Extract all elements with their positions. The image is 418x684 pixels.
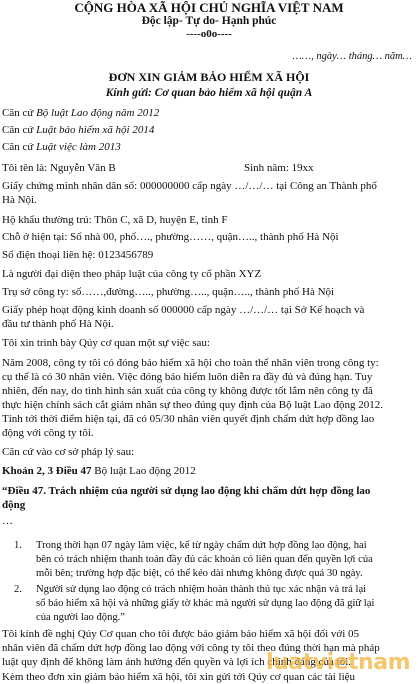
story-line-6: động với công ty tôi. (2, 427, 94, 439)
story-line-5: Tính tới thời điểm hiện tại, đã có 05/30 nhân viên quyết định chấm dứt hợp đồng lao (2, 413, 375, 425)
item-2-line-2: sổ bảo hiểm xã hội và những giấy tờ khác mà người sử dụng lao động đã giữ lại (36, 598, 375, 609)
ellipsis: … (2, 515, 13, 527)
story-line-3: nhiên, đến nay, do tình hình sản xuất của công ty không được tốt lắm nên công ty đã (2, 385, 373, 397)
representative-line: Là người đại diện theo pháp luật của công ty cổ phần XYZ (2, 268, 262, 280)
birth-line: Sinh năm: 19xx (244, 162, 314, 174)
present-line: Tôi xin trình bày Qúy cơ quan một sự việc sau: (2, 337, 210, 349)
request-line-3: luật quy định để không làm ảnh hưởng đến quyền và lợi ích chính đáng của tôi. (2, 656, 352, 668)
residence-line: Chỗ ở hiện tại: Số nhà 00, phố…., phường……, quận….., thành phố Hà Nội (2, 231, 339, 243)
basis-line-1: Căn cứ Bộ luật Lao động năm 2012 (2, 107, 160, 119)
item-1-line-2: bên có trách nhiệm thanh toán đầy đủ các khoản có liên quan đến quyền lợi của (36, 554, 373, 565)
date-line: ……, ngày… tháng… năm… (292, 51, 412, 62)
license-line-1: Giấy phép hoạt động kinh doanh số 000000 cấp ngày …/…/… tại Sở Kế hoạch và (2, 304, 365, 316)
article-title-line-2: động (2, 499, 26, 511)
clause-line: Khoản 2, 3 Điều 47 Bộ luật Lao động 2012 (2, 465, 196, 477)
closing-line: Kèm theo đơn xin giảm bảo hiểm xã hội, tôi xin gửi tới Qúy cơ quan các tài liệu (2, 671, 356, 683)
story-line-2: cụ thể là có 30 nhân viên. Việc đóng bảo hiểm luôn diễn ra đầy đủ và đúng hạn. Tuy (2, 371, 373, 383)
office-line: Trụ sở công ty: số……,đường….., phường….., quận….., thành phố Hà Nội (2, 286, 335, 298)
license-line-2: đầu tư thành phố Hà Nội. (2, 318, 114, 330)
article-title-line-1: “Điều 47. Trách nhiệm của người sử dụng lao động khi chấm dứt hợp đồng lao (2, 485, 371, 497)
item-number-2: 2. (14, 584, 22, 595)
item-2-line-1: Người sử dụng lao động có trách nhiệm hoàn thành thủ tục xác nhận và trả lại (36, 584, 367, 595)
phone-line: Số điện thoại liên hệ: 0123456789 (2, 249, 154, 261)
item-1-line-1: Trong thời hạn 07 ngày làm việc, kể từ ngày chấm dứt hợp đồng lao động, hai (36, 540, 367, 551)
name-line: Tôi tên là: Nguyễn Văn B (2, 162, 116, 174)
item-number-1: 1. (14, 540, 22, 551)
request-line-1: Tôi kính đề nghị Qúy Cơ quan cho tôi được bảo giảm bảo hiểm xã hội đối với 05 (2, 628, 360, 640)
document-title: ĐƠN XIN GIẢM BẢO HIỂM XÃ HỘI (108, 70, 310, 84)
basis-line-3: Căn cứ Luật việc làm 2013 (2, 141, 121, 153)
motto: Độc lập- Tự do- Hạnh phúc (141, 15, 277, 27)
household-line: Hộ khẩu thường trú: Thôn C, xã D, huyện E, tỉnh F (2, 214, 228, 226)
watermark-logo: luatvietnam (266, 650, 410, 675)
item-2-line-3: của người lao động.” (36, 612, 126, 623)
basis-line-2: Căn cứ Luật bảo hiểm xã hội 2014 (2, 124, 155, 136)
id-line-2: Hà Nội. (2, 194, 37, 206)
story-line-4: thực hiện chính sách cắt giảm nhân sự theo đúng quy định của Bộ luật Lao động 2012. (2, 399, 383, 411)
item-1-line-3: mỗi bên; trường hợp đặc biệt, có thể kéo dài nhưng không được quá 30 ngày. (36, 568, 363, 579)
story-line-1: Năm 2008, công ty tôi có đóng bảo hiểm xã hội cho toàn thể nhân viên trong công ty: (2, 357, 379, 369)
country-heading: CỘNG HÒA XÃ HỘI CHỦ NGHĨA VIỆT NAM (74, 0, 344, 15)
legal-basis-line: Căn cứ vào cơ sở pháp lý sau: (2, 446, 135, 458)
id-line-1: Giấy chứng minh nhân dân số: 000000000 cấp ngày …/…/… tại Công an Thành phố (2, 180, 377, 192)
recipient: Kính gửi: Cơ quan bảo hiểm xã hội quận A (105, 87, 313, 99)
separator: ----o0o---- (186, 28, 232, 40)
request-line-2: nhân viên đã chấm dứt hợp đồng lao động với công ty tôi theo đúng thời hạn mà pháp (2, 642, 380, 654)
